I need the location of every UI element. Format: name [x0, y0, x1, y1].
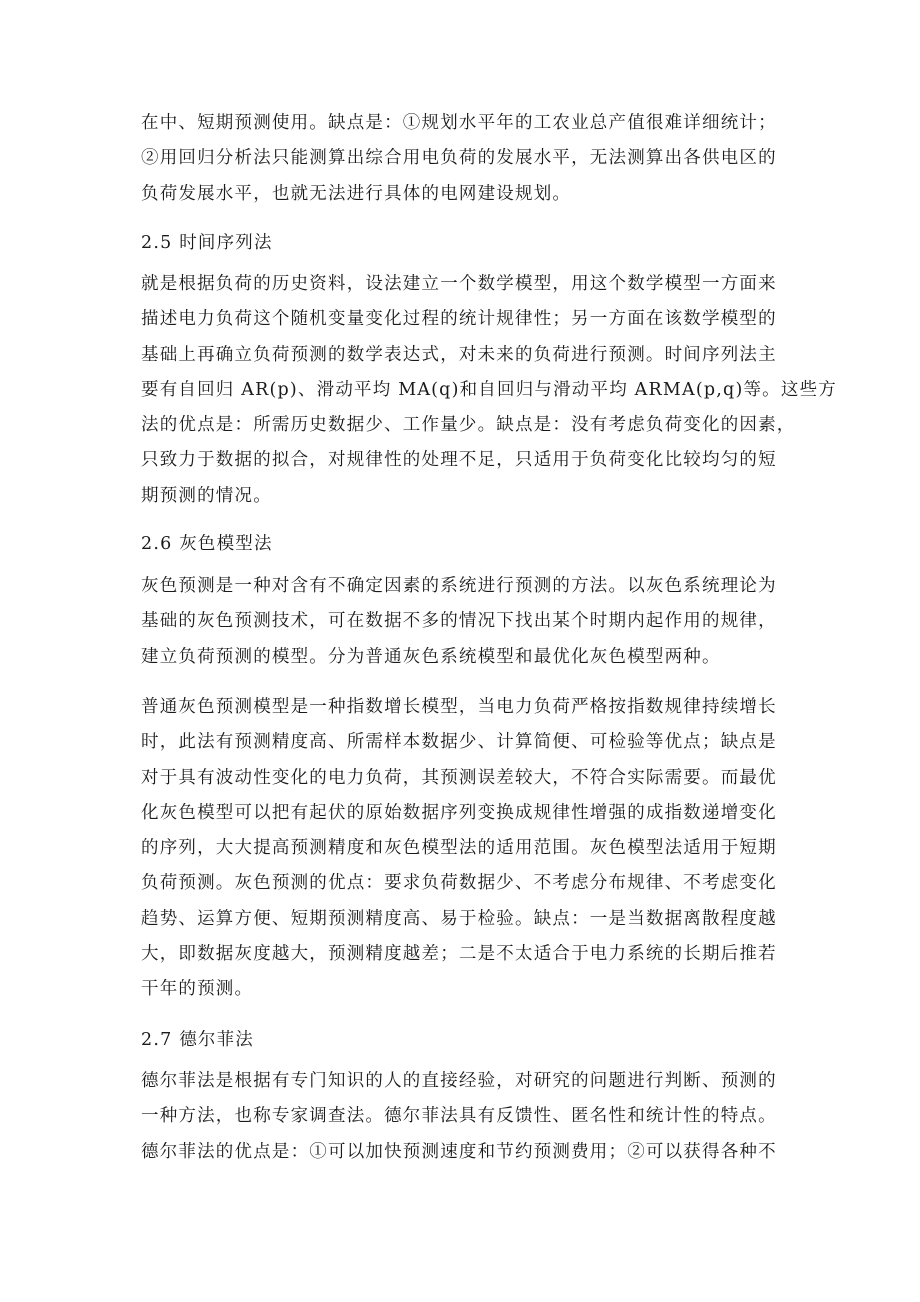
- text-line: 在中、短期预测使用。缺点是：①规划水平年的工农业总产值很难详细统计；: [141, 113, 777, 133]
- paragraph-2-7: [141, 1064, 781, 1170]
- text-line: 基础的灰色预测技术，可在数据不多的情况下找出某个时期内起作用的规律，: [141, 611, 777, 632]
- text-line: 大，即数据灰度越大，预测精度越差；二是不太适合于电力系统的长期后推若: [141, 944, 777, 965]
- paragraph-2-5: [141, 267, 837, 514]
- text-line: 负荷发展水平，也就无法进行具体的电网建设规划。: [141, 183, 572, 204]
- text-line: 要有自回归 AR(p)、滑动平均 MA(q)和自回归与滑动平均 ARMA(p,q)等。这些方: [141, 379, 837, 400]
- text-line: 建立负荷预测的模型。分为普通灰色系统模型和最优化灰色模型两种。: [141, 646, 721, 667]
- text-line: ②用回归分析法只能测算出综合用电负荷的发展水平，无法测算出各供电区的: [141, 148, 777, 169]
- text-line: 普通灰色预测模型是一种指数增长模型，当电力负荷严格按指数规律持续增长: [141, 697, 777, 717]
- text-line: 化灰色模型可以把有起伏的原始数据序列变换成规律性增强的成指数递增变化: [141, 802, 777, 823]
- text-line: 只致力于数据的拟合，对规律性的处理不足，只适用于负荷变化比较均匀的短: [141, 450, 777, 471]
- section-heading-2-5: 2.5 时间序列法: [141, 233, 273, 253]
- text-line: 法的优点是：所需历史数据少、工作量少。缺点是：没有考虑负荷变化的因素，: [141, 415, 796, 436]
- text-line: 德尔菲法是根据有专门知识的人的直接经验，对研究的问题进行判断、预测的: [141, 1071, 777, 1091]
- text-line: 一种方法，也称专家调查法。德尔菲法具有反馈性、匿名性和统计性的特点。: [141, 1106, 777, 1127]
- text-line: 干年的预测。: [141, 979, 254, 1000]
- text-line: 期预测的情况。: [141, 485, 272, 506]
- text-line: 灰色预测是一种对含有不确定因素的系统进行预测的方法。以灰色系统理论为: [141, 576, 777, 596]
- text-line: 基础上再确立负荷预测的数学表达式，对未来的负荷进行预测。时间序列法主: [141, 344, 777, 365]
- text-line: 对于具有波动性变化的电力负荷，其预测误差较大，不符合实际需要。而最优: [141, 767, 777, 788]
- text-line: 时，此法有预测精度高、所需样本数据少、计算简便、可检验等优点；缺点是: [141, 732, 777, 753]
- section-heading-2-7: 2.7 德尔菲法: [141, 1030, 254, 1050]
- text-line: 描述电力负荷这个随机变量变化过程的统计规律性；另一方面在该数学模型的: [141, 309, 777, 330]
- section-heading-2-6: 2.6 灰色模型法: [141, 534, 273, 554]
- text-line: 就是根据负荷的历史资料，设法建立一个数学模型，用这个数学模型一方面来: [141, 274, 777, 294]
- text-line: 负荷预测。灰色预测的优点：要求负荷数据少、不考虑分布规律、不考虑变化: [141, 873, 777, 894]
- text-line: 趋势、运算方便、短期预测精度高、易于检验。缺点：一是当数据离散程度越: [141, 908, 777, 929]
- text-line: 的序列，大大提高预测精度和灰色模型法的适用范围。灰色模型法适用于短期: [141, 838, 777, 859]
- paragraph-2-6a: [141, 569, 781, 675]
- text-line: 德尔菲法的优点是：①可以加快预测速度和节约预测费用；②可以获得各种不: [141, 1141, 777, 1162]
- paragraph-2-6b: [141, 690, 781, 1008]
- paragraph-intro: [141, 106, 781, 212]
